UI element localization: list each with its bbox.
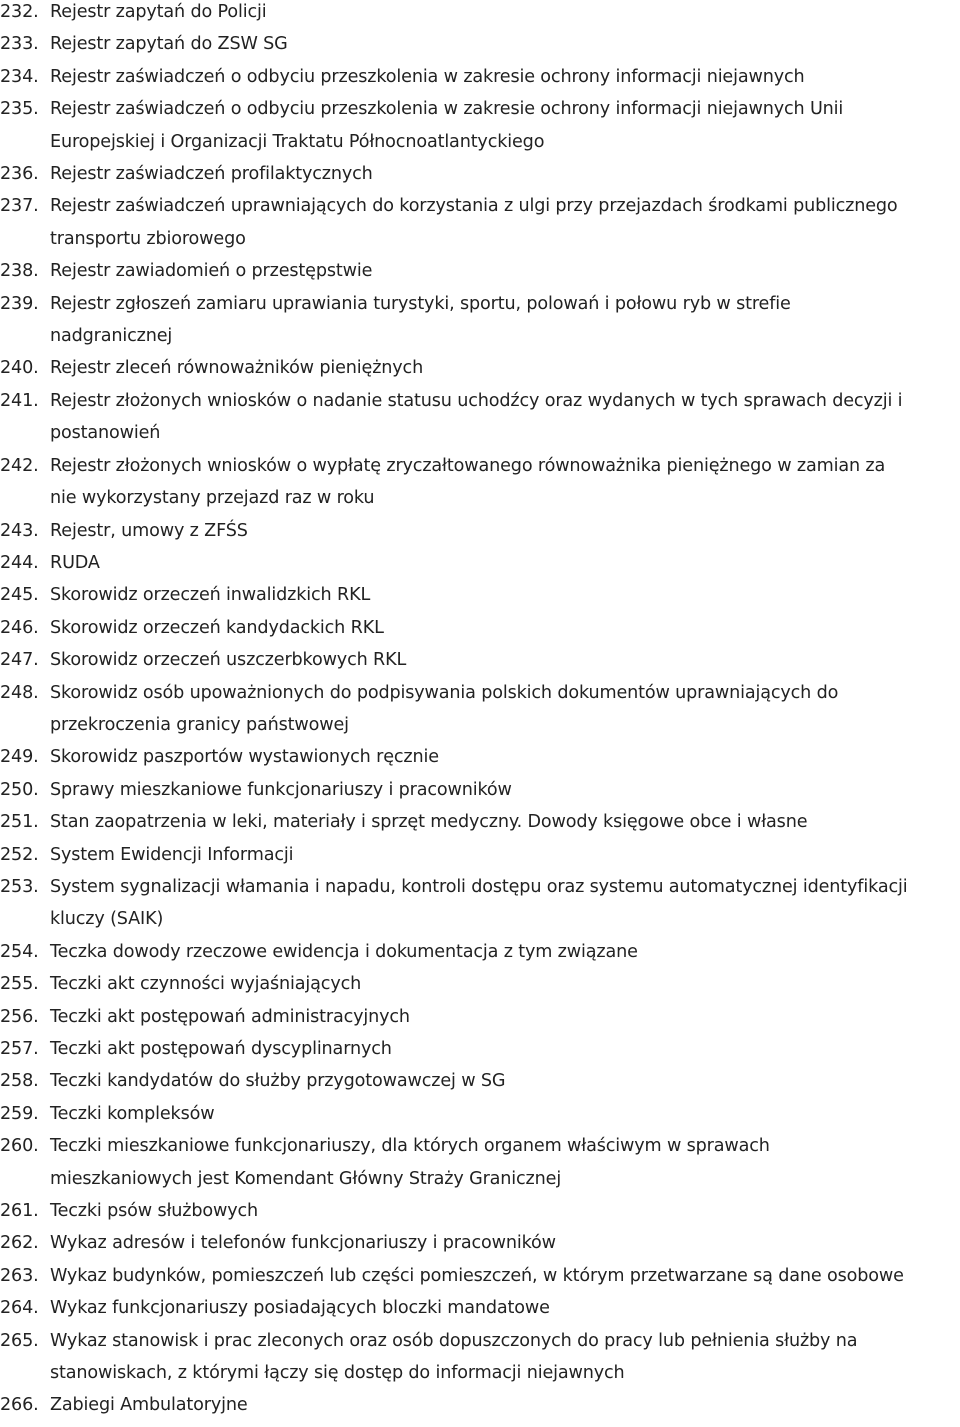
list-item-text-line: Skorowidz paszportów wystawionych ręcznie: [50, 747, 439, 768]
list-item-text-line: stanowiskach, z którymi łączy się dostęp do informacji niejawnych: [50, 1363, 625, 1384]
list-item-text-line: Wykaz budynków, pomieszczeń lub części pomieszczeń, w którym przetwarzane są dane osobowe: [50, 1265, 904, 1286]
list-item-text-line: postanowień: [50, 423, 161, 444]
list-item-text-line: System Ewidencji Informacji: [50, 844, 294, 865]
list-item-text-line: System sygnalizacji włamania i napadu, kontroli dostępu oraz systemu automatycznej identyfikacji: [50, 876, 908, 897]
list-item-text-line: Rejestr zaświadczeń o odbyciu przeszkolenia w zakresie ochrony informacji niejawnych: [50, 66, 805, 87]
list-item-text-line: Stan zaopatrzenia w leki, materiały i sprzęt medyczny. Dowody księgowe obce i własne: [50, 812, 808, 833]
list-item-text: [50, 1065, 960, 1097]
list-item-text-line: mieszkaniowych jest Komendant Główny Straży Granicznej: [50, 1168, 562, 1189]
list-item-text-line: Teczki kompleksów: [50, 1103, 215, 1124]
list-item-text-line: Teczki akt postępowań administracyjnych: [50, 1006, 410, 1027]
list-item-number: 243.: [0, 520, 39, 541]
list-item-number: 251.: [0, 812, 39, 833]
list-item-number: 264.: [0, 1298, 39, 1319]
list-item-number: 233.: [0, 34, 39, 55]
list-item: [0, 1292, 960, 1324]
list-item-text-line: Skorowidz orzeczeń inwalidzkich RKL: [50, 585, 371, 606]
list-item-text: [50, 1130, 960, 1195]
list-item-text-line: Teczki akt czynności wyjaśniających: [50, 974, 362, 995]
list-item-text: [50, 547, 960, 579]
list-item: [0, 93, 960, 158]
list-item-number: 248.: [0, 682, 39, 703]
list-item-text: [50, 1195, 960, 1227]
list-item-text: [50, 612, 960, 644]
list-item: [0, 1389, 960, 1421]
list-item: [0, 936, 960, 968]
list-item-number: 242.: [0, 455, 39, 476]
list-item: [0, 1065, 960, 1097]
list-item: [0, 1130, 960, 1195]
list-item-number: 255.: [0, 974, 39, 995]
list-item-number: 245.: [0, 585, 39, 606]
list-item-text: [50, 806, 960, 838]
list-item-number: 256.: [0, 1006, 39, 1027]
list-item: [0, 612, 960, 644]
list-item-text-line: Wykaz stanowisk i prac zleconych oraz osób dopuszczonych do pracy lub pełnienia służby na: [50, 1330, 858, 1351]
list-item-number: 232.: [0, 2, 39, 22]
list-item-text-line: Rejestr zapytań do Policji: [50, 2, 267, 22]
list-item-text: [50, 936, 960, 968]
list-item: [0, 190, 960, 255]
list-item-number: 257.: [0, 1039, 39, 1059]
list-item-text: [50, 741, 960, 773]
list-item-text: [50, 1325, 960, 1390]
list-item-text: [50, 1292, 960, 1324]
list-item-text: [50, 93, 960, 158]
list-item: [0, 158, 960, 190]
list-item: [0, 0, 960, 28]
list-item-text-line: Zabiegi Ambulatoryjne: [50, 1395, 248, 1416]
list-item: [0, 579, 960, 611]
list-item-text-line: Teczka dowody rzeczowe ewidencja i dokumentacja z tym związane: [50, 941, 638, 962]
list-item-number: 236.: [0, 164, 39, 185]
list-item-number: 241.: [0, 390, 39, 411]
list-item-text-line: Teczki mieszkaniowe funkcjonariuszy, dla których organem właściwym w sprawach: [50, 1136, 770, 1157]
list-item: [0, 806, 960, 838]
list-item: [0, 839, 960, 871]
list-item-number: 240.: [0, 358, 39, 379]
list-item: [0, 644, 960, 676]
list-item: [0, 450, 960, 515]
list-item-text: [50, 871, 960, 936]
list-item: [0, 1325, 960, 1390]
list-item: [0, 1098, 960, 1130]
list-item-number: 258.: [0, 1071, 39, 1092]
list-item-text-line: Rejestr zaświadczeń uprawniających do korzystania z ulgi przy przejazdach środkami publicznego: [50, 196, 898, 217]
list-item-text-line: Rejestr złożonych wniosków o wypłatę zryczałtowanego równoważnika pieniężnego w zamian za: [50, 455, 886, 476]
list-item-text: [50, 774, 960, 806]
list-item-text: [50, 1389, 960, 1421]
list-item-text: [50, 255, 960, 287]
list-item-text: [50, 644, 960, 676]
list-item-number: 239.: [0, 293, 39, 314]
list-item-text-line: Rejestr, umowy z ZFŚS: [50, 520, 248, 541]
list-item-text: [50, 968, 960, 1000]
list-item-number: 263.: [0, 1265, 39, 1286]
list-item-number: 260.: [0, 1136, 39, 1157]
list-item-number: 238.: [0, 261, 39, 282]
list-item-text-line: Europejskiej i Organizacji Traktatu Północnoatlantyckiego: [50, 131, 545, 152]
list-item-text: [50, 1033, 960, 1065]
list-item: [0, 1033, 960, 1065]
list-item-text-line: Teczki psów służbowych: [50, 1201, 259, 1222]
list-item-text-line: Rejestr zaświadczeń o odbyciu przeszkolenia w zakresie ochrony informacji niejawnych Unii: [50, 99, 844, 120]
list-item: [0, 385, 960, 450]
list-item-number: 246.: [0, 617, 39, 638]
list-item-number: 249.: [0, 747, 39, 768]
list-item-text-line: Rejestr zaświadczeń profilaktycznych: [50, 164, 373, 185]
list-item-text-line: Skorowidz osób upoważnionych do podpisywania polskich dokumentów uprawniających do: [50, 682, 839, 703]
list-item: [0, 741, 960, 773]
list-item: [0, 968, 960, 1000]
list-item: [0, 677, 960, 742]
list-item-number: 259.: [0, 1103, 39, 1124]
list-item-text-line: Wykaz adresów i telefonów funkcjonariuszy i pracowników: [50, 1233, 556, 1254]
list-item-number: 247.: [0, 650, 39, 671]
list-item-text-line: Rejestr zleceń równoważników pieniężnych: [50, 358, 424, 379]
list-item: [0, 1227, 960, 1259]
list-item-number: 234.: [0, 66, 39, 87]
list-item-text: [50, 677, 960, 742]
list-item-text-line: przekroczenia granicy państwowej: [50, 714, 349, 735]
list-item-number: 262.: [0, 1233, 39, 1254]
list-item-number: 254.: [0, 941, 39, 962]
list-item-number: 265.: [0, 1330, 39, 1351]
list-item-number: 266.: [0, 1395, 39, 1416]
list-item: [0, 61, 960, 93]
list-item: [0, 288, 960, 353]
list-item-text-line: nie wykorzystany przejazd raz w roku: [50, 488, 375, 509]
list-item-text-line: transportu zbiorowego: [50, 228, 246, 249]
list-item-text: [50, 158, 960, 190]
list-item-text-line: Rejestr zawiadomień o przestępstwie: [50, 261, 373, 282]
list-item-number: 237.: [0, 196, 39, 217]
list-item-text: [50, 0, 960, 28]
list-item-number: 252.: [0, 844, 39, 865]
list-item-text: [50, 61, 960, 93]
list-item: [0, 515, 960, 547]
list-item-text-line: Sprawy mieszkaniowe funkcjonariuszy i pracowników: [50, 779, 512, 800]
list-item-number: 250.: [0, 779, 39, 800]
list-item-text-line: Skorowidz orzeczeń kandydackich RKL: [50, 617, 384, 638]
list-item-text: [50, 288, 960, 353]
list-item: [0, 547, 960, 579]
list-item-text-line: Teczki akt postępowań dyscyplinarnych: [50, 1039, 392, 1059]
list-item-text: [50, 385, 960, 450]
list-item-text-line: Skorowidz orzeczeń uszczerbkowych RKL: [50, 650, 407, 671]
list-item-text: [50, 1227, 960, 1259]
list-item: [0, 774, 960, 806]
list-item-text: [50, 1001, 960, 1033]
list-item-text-line: nadgranicznej: [50, 326, 173, 347]
list-item-text-line: Rejestr złożonych wniosków o nadanie statusu uchodźcy oraz wydanych w tych sprawach decyzji i: [50, 390, 903, 411]
list-item: [0, 352, 960, 384]
list-item: [0, 871, 960, 936]
list-item-text-line: kluczy (SAIK): [50, 909, 164, 930]
list-item: [0, 28, 960, 60]
list-item-text: [50, 450, 960, 515]
list-item-number: 253.: [0, 876, 39, 897]
list-item-number: 235.: [0, 99, 39, 120]
list-item-text: [50, 579, 960, 611]
list-item-text: [50, 190, 960, 255]
list-item-text: [50, 1098, 960, 1130]
list-item-text: [50, 352, 960, 384]
list-item-text-line: Teczki kandydatów do służby przygotowawczej w SG: [50, 1071, 506, 1092]
list-item: [0, 1001, 960, 1033]
list-item: [0, 255, 960, 287]
list-item-text: [50, 515, 960, 547]
list-item-number: 244.: [0, 552, 39, 573]
list-item-text: [50, 1260, 960, 1292]
list-item-text: [50, 839, 960, 871]
list-item-text-line: Rejestr zapytań do ZSW SG: [50, 34, 288, 55]
list-item-text-line: RUDA: [50, 552, 100, 573]
list-item-text-line: Rejestr zgłoszeń zamiaru uprawiania turystyki, sportu, polowań i połowu ryb w strefie: [50, 293, 791, 314]
list-item-text: [50, 28, 960, 60]
list-item-text-line: Wykaz funkcjonariuszy posiadających bloczki mandatowe: [50, 1298, 550, 1319]
list-item: [0, 1195, 960, 1227]
list-item: [0, 1260, 960, 1292]
list-item-number: 261.: [0, 1201, 39, 1222]
